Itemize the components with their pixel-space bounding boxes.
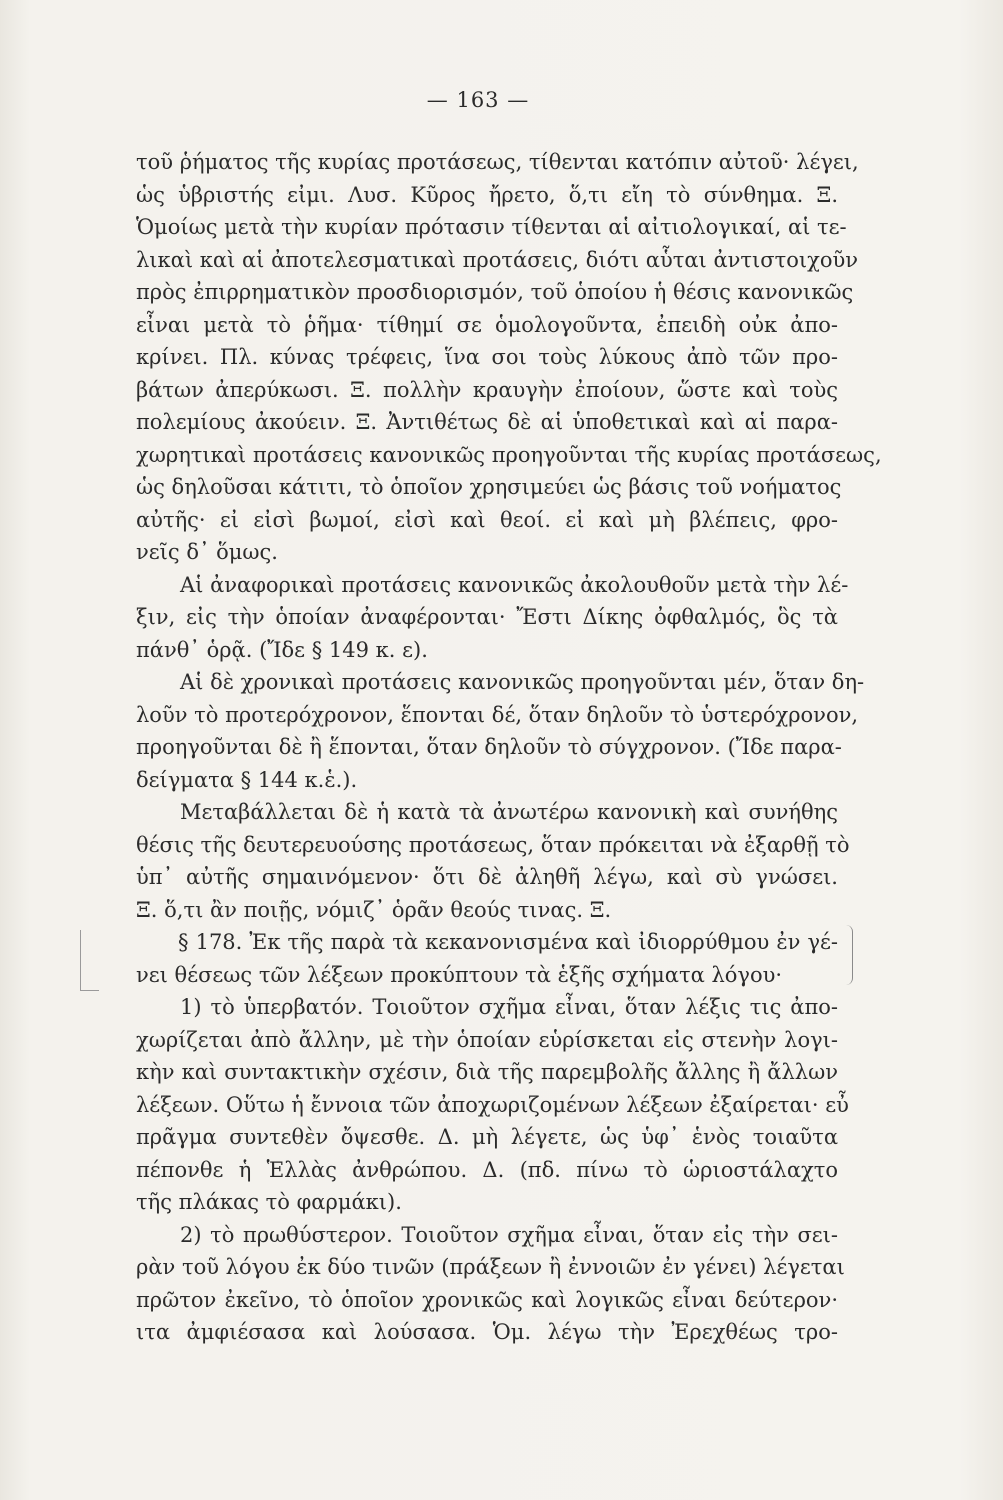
- text-line: ὑπ᾽ αὐτῆς σημαινόμενον· ὅτι δὲ ἀληθῆ λέγω, καὶ σὺ γνώσει.: [136, 865, 838, 889]
- text-line: πρὸς ἐπιρρηματικὸν προσδιορισμόν, τοῦ ὁποίου ἡ θέσις κανονικῶς: [136, 280, 854, 304]
- text-line: πέπονθε ἡ Ἑλλὰς ἀνθρώπου. Δ. (πδ. πίνω τὸ ὡριοστάλαχτο: [136, 1157, 838, 1182]
- margin-pencil-mark: [80, 930, 99, 991]
- text-line: νει θέσεως τῶν λέξεων προκύπτουν τὰ ἑξῆς σχήματα λόγου·: [136, 962, 783, 987]
- text-line: Αἱ ἀναφορικαὶ προτάσεις κανονικῶς ἀκολουθοῦν μετὰ τὴν λέ-: [180, 572, 849, 597]
- text-line: Ξ. ὅ,τι ἂν ποιῇς, νόμιζ᾽ ὁρᾶν θεούς τινας. Ξ.: [136, 897, 612, 922]
- text-line: προηγοῦνται δὲ ἢ ἕπονται, ὅταν δηλοῦν τὸ σύγχρονον. (Ἴδε παρα-: [136, 735, 842, 759]
- text-line: νεῖς δ᾽ ὅμως.: [136, 540, 278, 564]
- section-heading-line: § 178. Ἐκ τῆς παρὰ τὰ κεκανονισμένα καὶ ἰδιορρύθμου ἐν γέ-: [178, 930, 838, 954]
- text-line: πρῶτον ἐκεῖνο, τὸ ὁποῖον χρονικῶς καὶ λογικῶς εἶναι δεύτερον·: [136, 1287, 838, 1312]
- text-line: αὐτῆς· εἰ εἰσὶ βωμοί, εἰσὶ καὶ θεοί. εἰ καὶ μὴ βλέπεις, φρο-: [136, 507, 838, 532]
- text-line: λέξεων. Οὕτω ἡ ἔννοια τῶν ἀποχωριζομένων λέξεων ἐξαίρεται· εὖ: [136, 1092, 849, 1117]
- text-line: λικαὶ καὶ αἱ ἀποτελεσματικαὶ προτάσεις, διότι αὗται ἀντιστοιχοῦν: [136, 247, 858, 272]
- text-line: ὡς ὑβριστής εἰμι. Λυσ. Κῦρος ἤρετο, ὅ,τι εἴη τὸ σύνθημα. Ξ.: [136, 182, 838, 207]
- text-line: ρὰν τοῦ λόγου ἐκ δύο τινῶν (πράξεων ἢ ἐννοιῶν ἐν γένει) λέγεται: [136, 1255, 845, 1279]
- text-line: 2) τὸ πρωθύστερον. Τοιοῦτον σχῆμα εἶναι, ὅταν εἰς τὴν σει-: [180, 1222, 838, 1247]
- text-line: Ὁμοίως μετὰ τὴν κυρίαν πρότασιν τίθενται αἱ αἰτιολογικαί, αἱ τε-: [136, 215, 847, 239]
- text-line: πρᾶγμα συντεθὲν ὄψεσθε. Δ. μὴ λέγετε, ὡς ὑφ᾽ ἑνὸς τοιαῦτα: [136, 1125, 838, 1149]
- text-line: πάνθ᾽ ὁρᾷ. (Ἴδε § 149 κ. ε).: [136, 637, 428, 662]
- text-line: κρίνει. Πλ. κύνας τρέφεις, ἵνα σοι τοὺς λύκους ἀπὸ τῶν προ-: [136, 345, 838, 369]
- text-line: 1) τὸ ὑπερβατόν. Τοιοῦτον σχῆμα εἶναι, ὅταν λέξις τις ἀπο-: [180, 995, 838, 1019]
- text-line: χωρητικαὶ προτάσεις κανονικῶς προηγοῦνται τῆς κυρίας προτάσεως,: [136, 442, 882, 467]
- page-number: — 163 —: [426, 88, 530, 112]
- text-line: Αἱ δὲ χρονικαὶ προτάσεις κανονικῶς προηγοῦνται μέν, ὅταν δη-: [180, 670, 865, 694]
- text-line: βάτων ἀπερύκωσι. Ξ. πολλὴν κραυγὴν ἐποίουν, ὥστε καὶ τοὺς: [136, 377, 838, 402]
- text-line: τοῦ ῥήματος τῆς κυρίας προτάσεως, τίθενται κατόπιν αὐτοῦ· λέγει,: [136, 150, 859, 174]
- text-line: πολεμίους ἀκούειν. Ξ. Ἀντιθέτως δὲ αἱ ὑποθετικαὶ καὶ αἱ παρα-: [136, 410, 838, 434]
- margin-pencil-bracket: [846, 925, 853, 985]
- text-line: ιτα ἀμφιέσασα καὶ λούσασα. Ὁμ. λέγω τὴν Ἐρεχθέως τρο-: [136, 1320, 838, 1344]
- text-line: Μεταβάλλεται δὲ ἡ κατὰ τὰ ἀνωτέρω κανονικὴ καὶ συνήθης: [180, 800, 838, 824]
- text-line: θέσις τῆς δευτερευούσης προτάσεως, ὅταν πρόκειται νὰ ἐξαρθῇ τὸ: [136, 832, 850, 857]
- body-text: [136, 146, 882, 1349]
- text-line: δείγματα § 144 κ.ἑ.).: [136, 767, 358, 792]
- text-line: ξιν, εἰς τὴν ὁποίαν ἀναφέρονται· Ἔστι Δίκης ὀφθαλμός, ὃς τὰ: [136, 605, 838, 629]
- text-line: λοῦν τὸ προτερόχρονον, ἕπονται δέ, ὅταν δηλοῦν τὸ ὑστερόχρονον,: [136, 702, 859, 727]
- text-line: χωρίζεται ἀπὸ ἄλλην, μὲ τὴν ὁποίαν εὑρίσκεται εἰς στενὴν λογι-: [136, 1027, 838, 1052]
- text-line: κὴν καὶ συντακτικὴν σχέσιν, διὰ τῆς παρεμβολῆς ἄλλης ἢ ἄλλων: [136, 1060, 838, 1084]
- text-line: ὡς δηλοῦσαι κάτιτι, τὸ ὁποῖον χρησιμεύει ὡς βάσις τοῦ νοήματος: [136, 475, 842, 499]
- text-line: τῆς πλάκας τὸ φαρμάκι).: [136, 1190, 402, 1214]
- text-line: εἶναι μετὰ τὸ ῥῆμα· τίθημί σε ὁμολογοῦντα, ἐπειδὴ οὐκ ἀπο-: [136, 312, 838, 337]
